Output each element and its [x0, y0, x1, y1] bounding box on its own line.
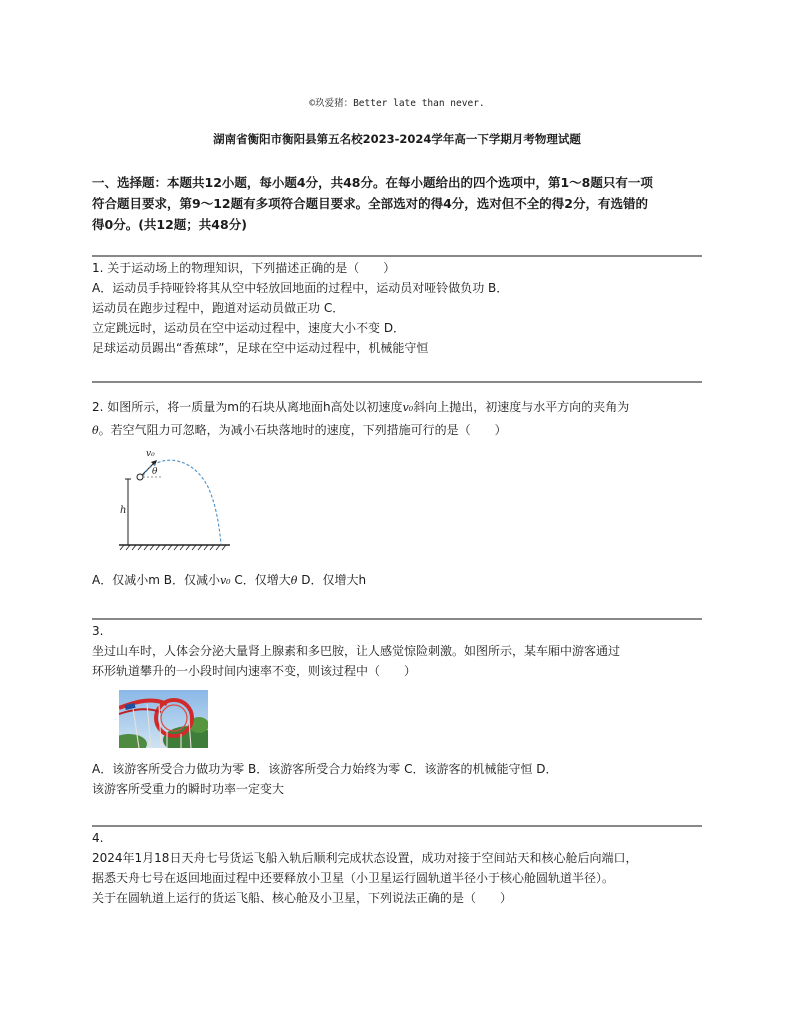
question-4-number: 4. [92, 831, 104, 845]
question-4-line-2: 据悉天舟七号在返回地面过程中还要释放小卫星（小卫星运行圆轨道半径小于核心舱圆轨道半径）。 [92, 871, 615, 885]
question-2 [92, 396, 702, 442]
option-b-v0: v₀ [219, 574, 231, 587]
roller-coaster-photo [119, 690, 208, 748]
question-3-options [92, 759, 702, 799]
question-1-line-2: 运动员在跑步过程中，跑道对运动员做正功 C． [92, 301, 345, 315]
question-3-line-2: 环形轨道攀升的一小段时间内速率不变，则该过程中（ ） [92, 664, 417, 678]
question-3-number: 3. [92, 624, 104, 638]
header-note: ©玖爱猪：Better late than never. [309, 98, 485, 109]
option-c-text: C．仅增大 [230, 573, 291, 587]
theta-symbol: θ [92, 424, 99, 437]
divider-q1 [92, 255, 702, 257]
question-2-line-1 [92, 396, 702, 419]
option-a-b-text: A．仅减小m B．仅减小 [92, 573, 220, 587]
question-1-stem: 1. 关于运动场上的物理知识，下列描述正确的是（ ） [92, 261, 396, 275]
question-4-line-3: 关于在圆轨道上运行的货运飞船、核心舱及小卫星，下列说法正确的是（ ） [92, 891, 513, 905]
divider-q4 [92, 825, 702, 827]
divider-q3 [92, 618, 702, 620]
figure-v0-label: v₀ [146, 449, 155, 459]
question-2-text-a: 2. 如图所示，将一质量为m的石块从离地面h高处以初速度 [92, 400, 403, 414]
question-4-line-1: 2024年1月18日天舟七号货运飞船入轨后顺利完成状态设置，成功对接于空间站天和核心舱后向端口， [92, 851, 638, 865]
figure-h-label: h [120, 505, 127, 516]
section-heading [92, 172, 702, 235]
question-3-options-line-1: A．该游客所受合力做功为零 B．该游客所受合力始终为零 C．该游客的机械能守恒 D． [92, 762, 558, 776]
question-2-line-2 [92, 419, 702, 442]
section-line-2: 符合题目要求，第9～12题有多项符合题目要求。全部选对的得4分，选对但不全的得2分，有选错的 [92, 196, 648, 211]
projectile-figure [112, 447, 232, 551]
figure-theta-label: θ [152, 467, 158, 477]
document-title: 湖南省衡阳市衡阳县第五名校2023-2024学年高一下学期月考物理试题 [213, 132, 581, 146]
question-1 [92, 258, 702, 358]
question-3-line-1: 坐过山车时，人体会分泌大量肾上腺素和多巴胺，让人感觉惊险刺激。如图所示，某车厢中游客通过 [92, 644, 621, 658]
section-line-1: 一、选择题：本题共12小题，每小题4分，共48分。在每小题给出的四个选项中，第1～8题只有一项 [92, 175, 653, 190]
v0-symbol: v₀ [402, 401, 414, 414]
question-1-line-4: 足球运动员踢出“香蕉球”，足球在空中运动过程中，机械能守恒 [92, 341, 429, 355]
question-1-line-1: A．运动员手持哑铃将其从空中轻放回地面的过程中，运动员对哑铃做负功 B． [92, 281, 509, 295]
divider-q2 [92, 381, 702, 383]
option-c-theta: θ [290, 574, 298, 587]
question-2-options-line [92, 570, 702, 591]
question-2-options [92, 570, 702, 591]
section-line-3: 得0分。(共12题；共48分) [92, 217, 247, 232]
question-2-text-c: 。若空气阻力可忽略，为减小石块落地时的速度，下列措施可行的是（ ） [98, 423, 507, 437]
question-3-options-line-2: 该游客所受重力的瞬时功率一定变大 [92, 782, 285, 796]
question-3 [92, 621, 702, 681]
question-4 [92, 828, 702, 908]
question-2-text-b: 斜向上抛出，初速度与水平方向的夹角为 [413, 400, 630, 414]
option-d-text: D．仅增大h [297, 573, 367, 587]
question-1-line-3: 立定跳远时，运动员在空中运动过程中，速度大小不变 D． [92, 321, 406, 335]
